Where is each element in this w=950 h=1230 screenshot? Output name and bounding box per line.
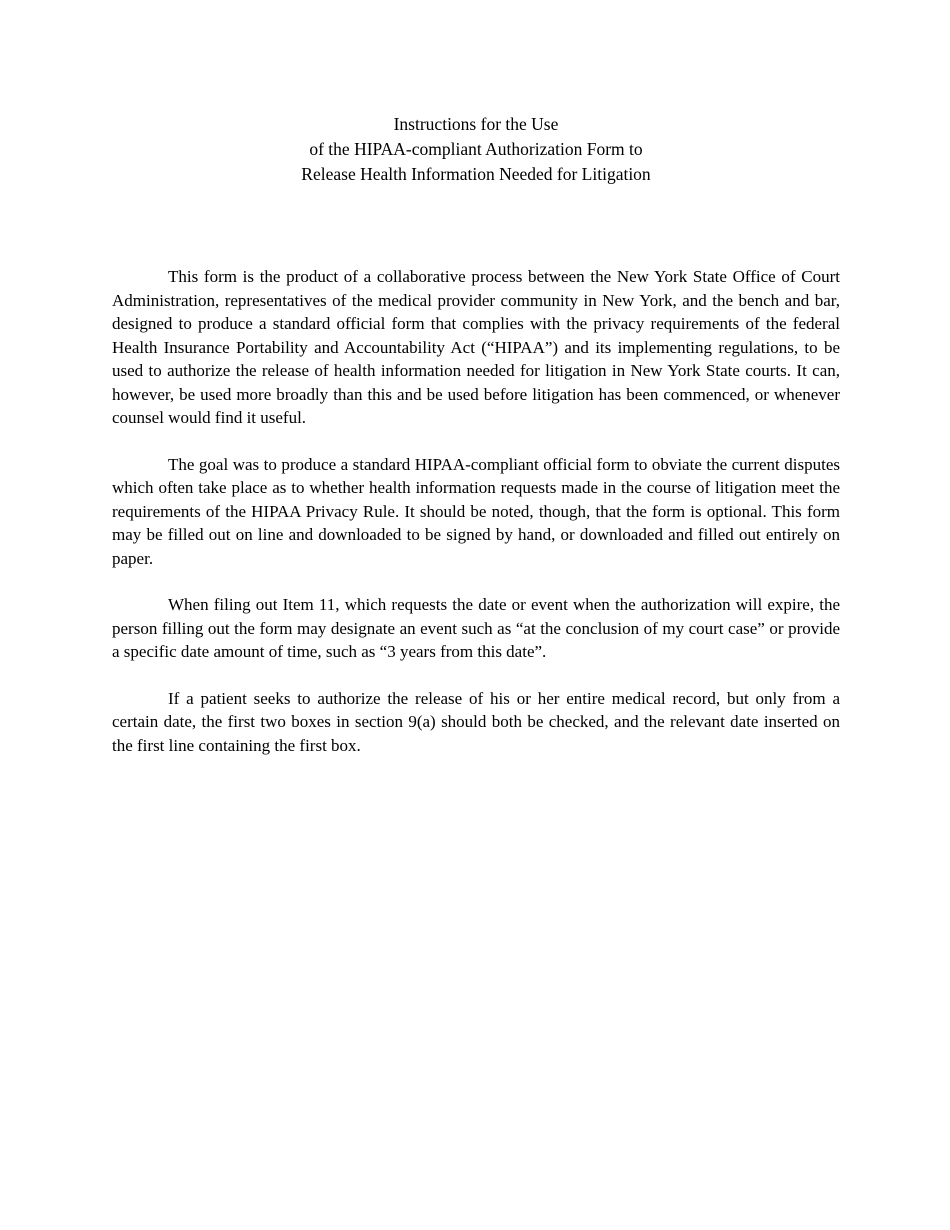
- title-line-1: Instructions for the Use: [393, 114, 559, 134]
- paragraph-3: When filing out Item 11, which requests the date or event when the authorization will expire, the person filling out the form may designate an event such as “at the conclusion of my court case” or provide a specific date amount of time, such as “3 years from this date”.: [112, 595, 840, 661]
- title-line-3: Release Health Information Needed for Litigation: [301, 164, 651, 184]
- paragraph-1: This form is the product of a collaborative process between the New York State Office of Court Administration, representatives of the medical provider community in New York, and the bench and bar, designed to produce a standard official form that complies with the privacy requirements of the federal Health Insurance Portability and Accountability Act (“HIPAA”) and its implementing regulations, to be used to authorize the release of health information needed for litigation in New York State courts. It can, however, be used more broadly than this and be used before litigation has been commenced, or whenever counsel would find it useful.: [112, 267, 840, 427]
- document-title: [112, 112, 840, 187]
- paragraph-2: The goal was to produce a standard HIPAA-compliant official form to obviate the current disputes which often take place as to whether health information requests made in the course of litigation meet the requirements of the HIPAA Privacy Rule. It should be noted, though, that the form is optional. This form may be filled out on line and downloaded to be signed by hand, or downloaded and filled out entirely on paper.: [112, 454, 840, 568]
- title-line-2: of the HIPAA-compliant Authorization Form to: [309, 139, 643, 159]
- document-body: [112, 265, 840, 757]
- paragraph-4: If a patient seeks to authorize the release of his or her entire medical record, but only from a certain date, the first two boxes in section 9(a) should both be checked, and the relevant date inserted on the first line containing the first box.: [112, 688, 840, 755]
